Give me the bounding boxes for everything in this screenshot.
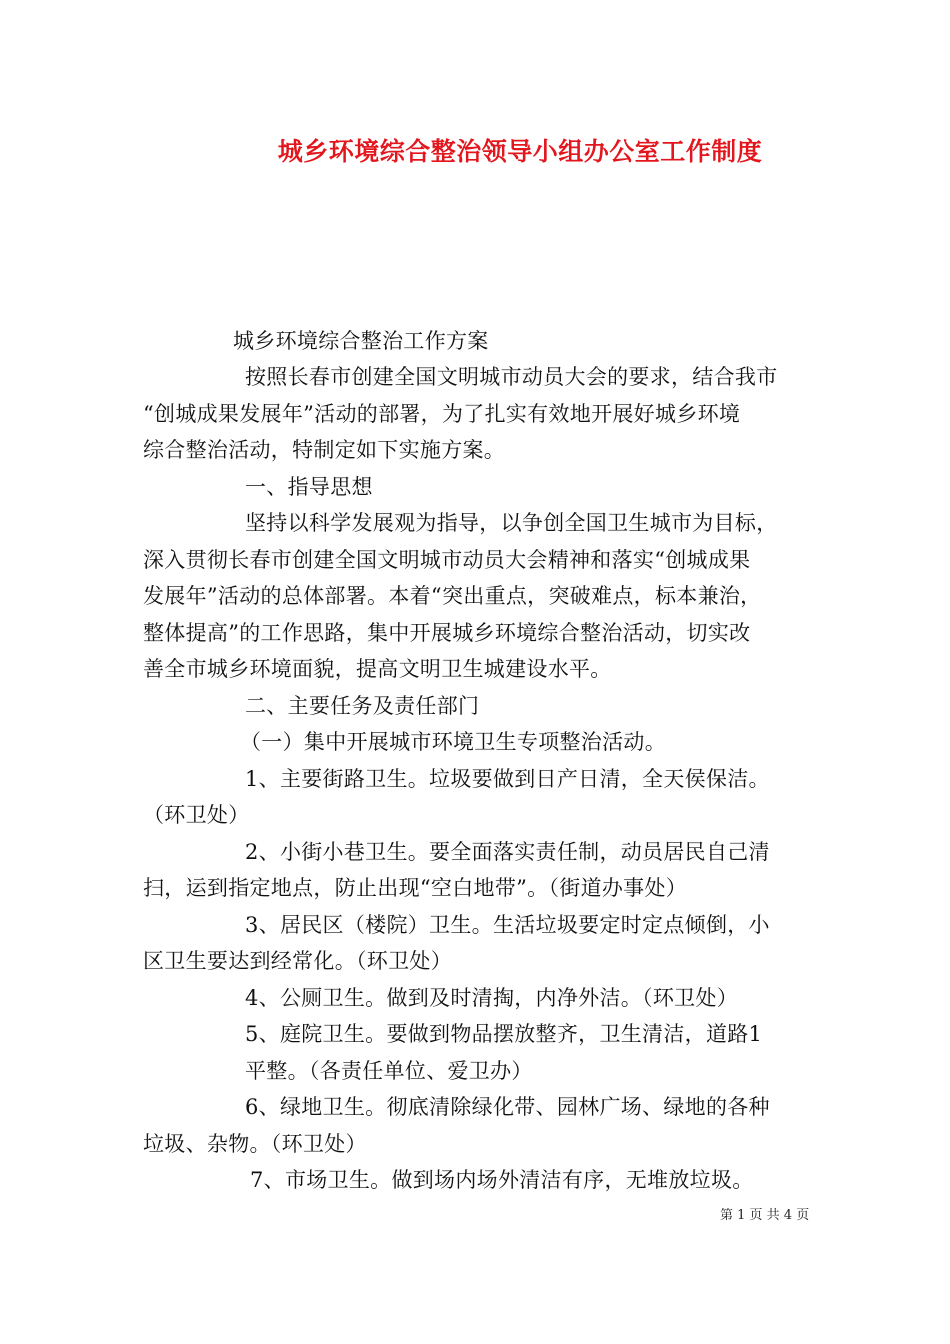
page-number: 第 1 页 共 4 页: [720, 1208, 810, 1223]
text-line: 综合整治活动，特制定如下实施方案。: [143, 438, 506, 462]
text-line: 城乡环境综合整治工作方案: [233, 329, 489, 353]
text-line: 3、居民区（楼院）卫生。生活垃圾要定时定点倾倒，小: [245, 913, 770, 937]
section-heading: 一、指导思想: [245, 475, 373, 499]
text-line: 深入贯彻长春市创建全国文明城市动员大会精神和落实“创城成果: [143, 548, 751, 572]
text-line: 善全市城乡环境面貌，提高文明卫生城建设水平。: [143, 657, 612, 681]
text-line: 垃圾、杂物。（环卫处）: [143, 1132, 367, 1156]
text-line: 平整。（各责任单位、爱卫办）: [245, 1059, 533, 1083]
text-line: 2、小街小巷卫生。要全面落实责任制，动员居民自己清: [245, 840, 770, 864]
document-title: 城乡环境综合整治领导小组办公室工作制度: [277, 137, 763, 166]
text-line: 整体提高”的工作思路，集中开展城乡环境综合整治活动，切实改: [143, 621, 751, 645]
text-line: 区卫生要达到经常化。（环卫处）: [143, 949, 452, 973]
text-line: 6、绿地卫生。彻底清除绿化带、园林广场、绿地的各种: [245, 1095, 770, 1119]
text-line: 5、庭院卫生。要做到物品摆放整齐，卫生清洁，道路1: [245, 1022, 763, 1046]
text-line: 坚持以科学发展观为指导，以争创全国卫生城市为目标，: [245, 511, 778, 535]
text-line: 1、主要街路卫生。垃圾要做到日产日清，全天侯保洁。: [245, 767, 770, 791]
text-line: 7、市场卫生。做到场内场外清洁有序，无堆放垃圾。: [250, 1168, 754, 1192]
text-line: 4、公厕卫生。做到及时清掏，内净外洁。（环卫处）: [245, 986, 739, 1010]
text-line: （一）集中开展城市环境卫生专项整治活动。: [240, 730, 666, 754]
text-line: 发展年”活动的总体部署。本着“突出重点，突破难点，标本兼治，: [143, 584, 762, 608]
text-line: （环卫处）: [143, 803, 250, 827]
text-line: “创城成果发展年”活动的部署，为了扎实有效地开展好城乡环境: [143, 402, 741, 426]
text-line: 按照长春市创建全国文明城市动员大会的要求，结合我市: [245, 365, 778, 389]
section-heading: 二、主要任务及责任部门: [245, 694, 480, 718]
text-line: 扫，运到指定地点，防止出现“空白地带”。（街道办事处）: [143, 876, 688, 900]
